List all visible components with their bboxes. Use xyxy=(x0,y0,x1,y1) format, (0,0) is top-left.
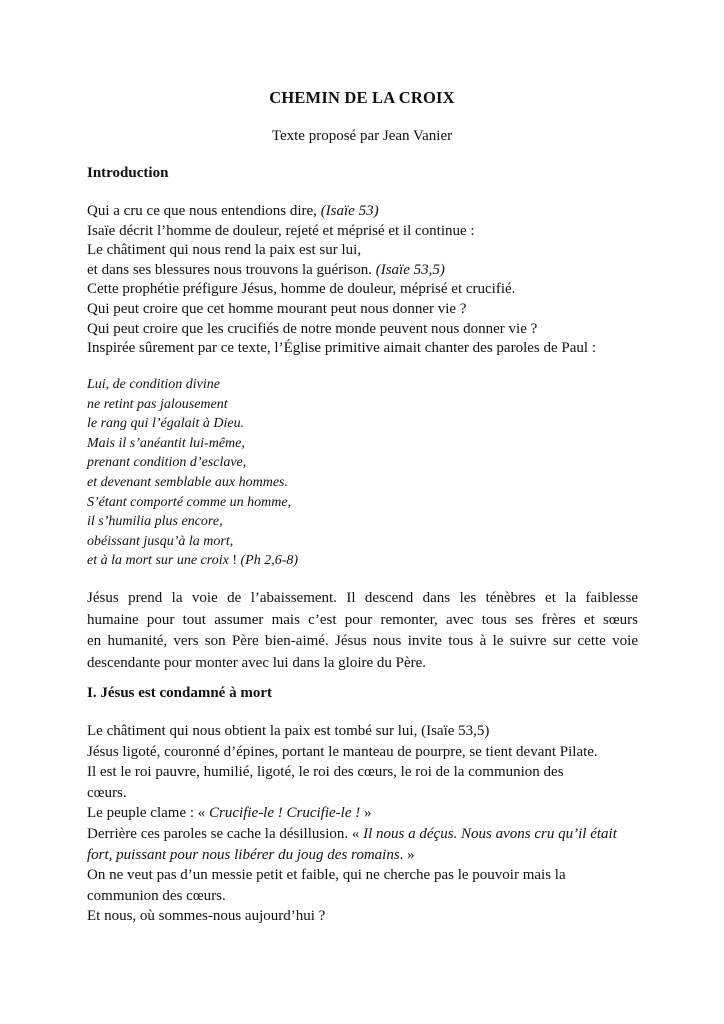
intro-line: Qui peut croire que les crucifiés de notre monde peuvent nous donner vie ? xyxy=(87,320,538,337)
hymn-line: ne retint pas jalousement xyxy=(87,396,228,412)
intro-line: Qui peut croire que cet homme mourant peut nous donner vie ? xyxy=(87,300,467,317)
station-line: Et nous, où sommes-nous aujourd’hui ? xyxy=(87,908,326,925)
station-one-section xyxy=(87,684,638,704)
station-line: fort, puissant pour nous libérer du joug des romains. » xyxy=(87,846,415,863)
introduction-heading: Introduction xyxy=(87,165,169,181)
hymn-line: et à la mort sur une croix ! (Ph 2,6-8) xyxy=(87,553,299,569)
introduction-section xyxy=(87,164,638,184)
station-one-text xyxy=(87,721,638,927)
scripture-reference: (Ph 2,6-8) xyxy=(240,553,299,569)
intro-line: Cette prophétie préfigure Jésus, homme de douleur, méprisé et crucifié. xyxy=(87,281,516,298)
introduction-text xyxy=(87,202,638,359)
station-line: Il est le roi pauvre, humilié, ligoté, le roi des cœurs, le roi de la communion des xyxy=(87,764,564,781)
hymn-line: prenant condition d’esclave, xyxy=(87,455,247,471)
station-line: Le châtiment qui nous obtient la paix est tombé sur lui, (Isaïe 53,5) xyxy=(87,723,490,739)
page-title: CHEMIN DE LA CROIX xyxy=(269,88,455,107)
intro-line: Le châtiment qui nous rend la paix est sur lui, xyxy=(87,242,362,259)
hymn-line: et devenant semblable aux hommes. xyxy=(87,474,288,490)
hymn-line: obéissant jusqu’à la mort, xyxy=(87,533,234,549)
hymn-line: S’étant comporté comme un homme, xyxy=(87,494,292,510)
page-subtitle: Texte proposé par Jean Vanier xyxy=(271,128,453,144)
station-line: Le peuple clame : « Crucifie-le ! Crucifie-le ! » xyxy=(87,805,372,822)
station-line: On ne veut pas d’un messie petit et faible, qui ne cherche pas le pouvoir mais la xyxy=(87,867,566,884)
intro-line: et dans ses blessures nous trouvons la guérison. (Isaïe 53,5) xyxy=(87,261,445,278)
station-line: cœurs. xyxy=(87,784,127,801)
paragraph-line: descendante pour monter avec lui dans la gloire du Père. xyxy=(87,654,427,671)
hymn-line: Mais il s’anéantit lui-même, xyxy=(87,435,245,451)
station-line: Derrière ces paroles se cache la désillusion. « Il nous a déçus. Nous avons cru qu’il était xyxy=(87,825,617,842)
scripture-reference: (Isaïe 53) xyxy=(320,203,379,219)
abasement-paragraph xyxy=(87,588,638,674)
intro-line: Qui a cru ce que nous entendions dire, (Isaïe 53) xyxy=(87,203,379,219)
scripture-reference: (Isaïe 53,5) xyxy=(375,261,445,278)
paragraph-line: humaine pour tout assumer mais c’est pour remonter, avec tous ses frères et sœurs xyxy=(87,611,638,628)
station-line: communion des cœurs. xyxy=(87,887,226,904)
intro-line: Isaïe décrit l’homme de douleur, rejeté et méprisé et il continue : xyxy=(87,222,475,239)
paragraph-line: Jésus prend la voie de l’abaissement. Il descend dans les ténèbres et la faiblesse xyxy=(87,590,638,606)
intro-line: Inspirée sûrement par ce texte, l’Église primitive aimait chanter des paroles de Paul : xyxy=(87,340,596,357)
hymn-quote xyxy=(87,375,638,571)
station-line: Jésus ligoté, couronné d’épines, portant le manteau de pourpre, se tient devant Pilate. xyxy=(87,743,598,760)
hymn-line: il s’humilia plus encore, xyxy=(87,514,223,530)
paragraph-line: en humanité, vers son Père bien-aimé. Jésus nous invite tous à le suivre sur cette voie xyxy=(87,633,638,649)
hymn-line: le rang qui l’égalait à Dieu. xyxy=(87,416,245,432)
station-one-heading: I. Jésus est condamné à mort xyxy=(87,685,272,701)
hymn-line: Lui, de condition divine xyxy=(87,377,220,392)
